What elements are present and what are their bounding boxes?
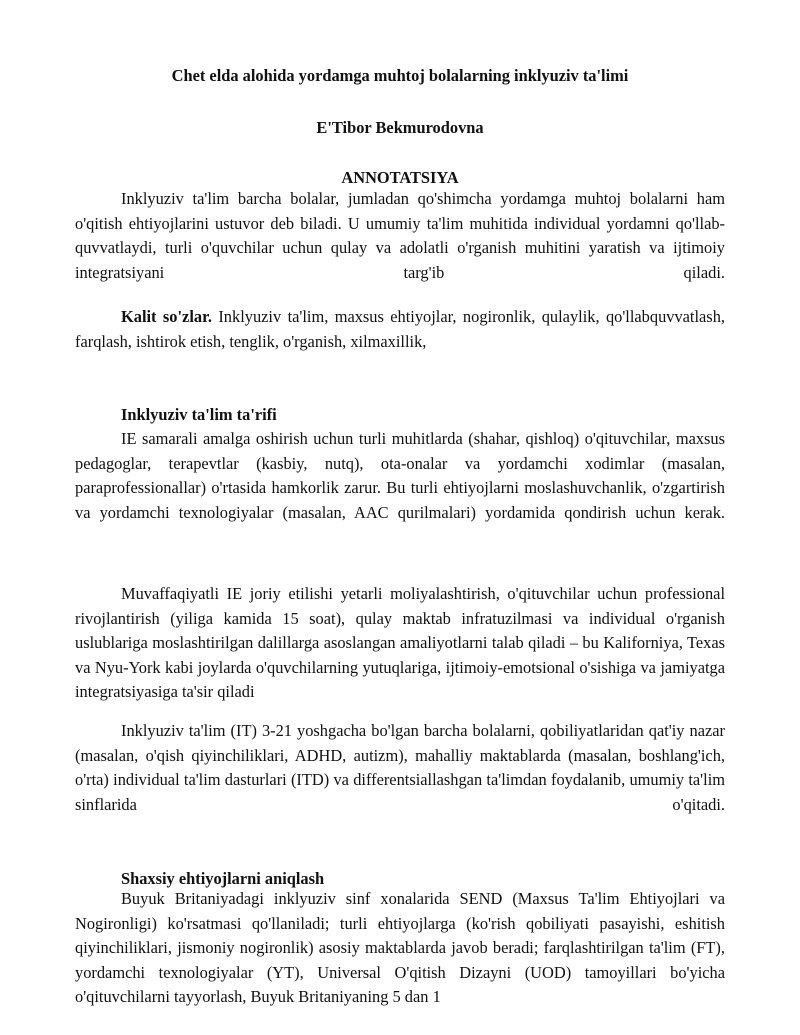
annotation-paragraph: Inklyuziv ta'lim barcha bolalar, jumladan qo'shimcha yordamga muhtoj bolalarni ham o'qitish ehtiyojlarini ustuvor deb biladi. U umumiy ta'lim muhitida individual yordamni qo'llab-quvvatlaydi, turli o'quvchilar uchun qulay va adolatli o'rganish muhitini yaratish va ijtimoiy integratsiyani targ'ib qiladi. xyxy=(75,189,725,282)
keywords-label: Kalit so'zlar. xyxy=(121,307,212,326)
definition-paragraph-1: IE samarali amalga oshirish uchun turli muhitlarda (shahar, qishloq) o'qituvchilar, maxsus pedagoglar, terapevtlar (kasbiy, nutq), ota-onalar va yordamchi xodimlar (masalan, paraprofessionallar) o'rtasida hamkorlik zarur. Bu turli ehtiyojlarni moslashuvchanlik, o'zgartirish va yordamchi texnologiyalar (masalan, AAC qurilmalari) yordamida qondirish uchun kerak. xyxy=(75,429,725,522)
annotation-heading: ANNOTATSIYA xyxy=(341,168,459,187)
document-title: Chet elda alohida yordamga muhtoj bolalarning inklyuziv ta'limi xyxy=(171,66,629,85)
keywords-text: Inklyuziv ta'lim, maxsus ehtiyojlar, nogironlik, qulaylik, qo'llabquvvatlash, farqlash, ishtirok etish, tenglik, o'rganish, xilmaxillik, xyxy=(75,307,725,351)
section-heading-definition: Inklyuziv ta'lim ta'rifi xyxy=(121,405,277,424)
keywords-paragraph xyxy=(75,305,725,354)
needs-paragraph-1: Buyuk Britaniyadagi inklyuziv sinf xonalarida SEND (Maxsus Ta'lim Ehtiyojlari va Nogironligi) ko'rsatmasi qo'llaniladi; turli ehtiyojlarga (ko'rish qobiliyati pasayishi, eshitish qiyinchiliklari, jismoniy nogironlik) asosiy maktablarda javob beradi; farqlashtirilgan ta'lim (FT), yordamchi texnologiyalar (YT), Universal O'qitish Dizayni (UOD) tamoyillari bo'yicha o'qituvchilarni tayyorlash, Buyuk Britaniyaning 5 dan 1 xyxy=(75,889,725,1006)
definition-paragraph-2: Muvaffaqiyatli IE joriy etilishi yetarli moliyalashtirish, o'qituvchilar uchun professional rivojlantirish (yiliga kamida 15 soat), qulay maktab infratuzilmasi va individual o'rganish uslublariga moslashtirilgan dalillarga asoslangan amaliyotlarni talab qiladi – bu Kaliforniya, Texas va Nyu-York kabi joylarda o'quvchilarning yutuqlariga, ijtimoiy-emotsional o'sishiga va jamiyatga integratsiyasiga ta'sir qiladi xyxy=(75,584,725,701)
section-heading-needs: Shaxsiy ehtiyojlarni aniqlash xyxy=(121,869,325,888)
document-author: E'Tibor Bekmurodovna xyxy=(316,118,484,137)
definition-paragraph-3: Inklyuziv ta'lim (IT) 3-21 yoshgacha bo'lgan barcha bolalarni, qobiliyatlaridan qat'iy nazar (masalan, o'qish qiyinchiliklari, ADHD, autizm), mahalliy maktablarda (masalan, boshlang'ich, o'rta) individual ta'lim dasturlari (ITD) va differentsiallashgan ta'limdan foydalanib, umumiy ta'lim sinflarida o'qitadi. xyxy=(75,721,725,814)
